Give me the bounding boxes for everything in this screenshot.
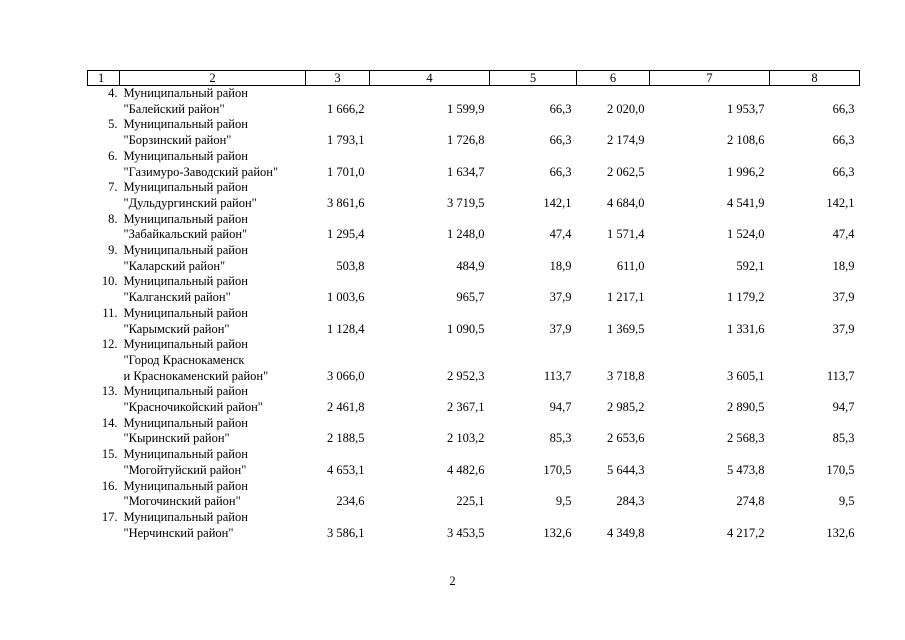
value-col-4: 3 719,5 [447,195,485,210]
value-col-7: 2 890,5 [727,400,765,415]
district-name: Муниципальный район "Кыринский район" [123,415,248,446]
table-row [88,510,860,541]
district-name: Муниципальный район "Нерчинский район" [123,509,248,540]
row-number: 13. [101,384,118,399]
row-number: 4. [108,86,118,100]
row-number: 14. [101,415,118,430]
row-number: 8. [108,211,118,226]
column-header-5: 5 [490,71,577,86]
value-col-5: 85,3 [549,431,572,446]
value-col-7: 2 568,3 [727,431,765,446]
value-col-5: 66,3 [549,101,572,116]
value-col-4: 965,7 [456,290,485,305]
value-col-8: 94,7 [832,400,855,415]
district-name: Муниципальный район "Город Краснокаменск и Краснокаменский район" [123,337,269,383]
value-col-5: 47,4 [549,227,572,242]
table-row [88,384,860,415]
column-header-2: 2 [120,71,306,86]
value-col-6: 2 174,9 [607,133,645,148]
district-name: Муниципальный район "Каларский район" [123,243,248,273]
value-col-7: 3 605,1 [727,368,765,383]
value-col-3: 3 861,6 [327,195,365,210]
value-col-8: 18,9 [832,258,855,273]
value-col-3: 1 003,6 [327,290,365,305]
table-header [88,71,860,86]
value-col-5: 142,1 [543,195,572,210]
table-row [88,212,860,243]
row-number: 17. [101,509,118,524]
value-col-4: 225,1 [456,494,485,509]
value-col-7: 5 473,8 [727,462,765,477]
value-col-8: 142,1 [826,195,855,210]
value-col-5: 9,5 [555,494,572,509]
district-name: Муниципальный район "Могочинский район" [123,478,248,509]
value-col-4: 2 103,2 [447,431,485,446]
value-col-5: 18,9 [549,258,572,273]
value-col-3: 3 066,0 [327,368,365,383]
data-table [87,70,860,541]
value-col-3: 503,8 [336,258,365,273]
value-col-4: 484,9 [456,258,485,273]
value-col-3: 1 128,4 [327,321,365,336]
value-col-8: 66,3 [832,164,855,179]
value-col-6: 3 718,8 [607,368,645,383]
value-col-6: 2 020,0 [607,101,645,116]
page-number: 2 [449,574,456,588]
table-row [88,274,860,305]
value-col-4: 2 952,3 [447,368,485,383]
value-col-8: 9,5 [838,494,855,509]
district-name: Муниципальный район "Красночикойский район" [123,384,263,415]
value-col-3: 2 188,5 [327,431,365,446]
value-col-8: 66,3 [832,133,855,148]
value-col-7: 1 331,6 [727,321,765,336]
value-col-6: 2 985,2 [607,400,645,415]
row-number: 15. [101,447,118,462]
table-row [88,337,860,384]
value-col-4: 1 090,5 [447,321,485,336]
district-name: Муниципальный район "Калганский район" [123,274,248,305]
value-col-4: 4 482,6 [447,462,485,477]
value-col-4: 1 599,9 [447,101,485,116]
row-number: 12. [101,337,118,352]
table-row [88,243,860,274]
row-number: 10. [101,274,118,289]
table-row [88,416,860,447]
value-col-6: 284,3 [616,494,645,509]
value-col-6: 611,0 [616,258,645,273]
district-name: Муниципальный район "Карымский район" [123,305,248,336]
value-col-8: 170,5 [826,462,855,477]
row-number: 7. [108,180,118,195]
value-col-7: 1 524,0 [727,227,765,242]
value-col-3: 3 586,1 [327,525,365,540]
value-col-7: 1 996,2 [727,164,765,179]
table-row [88,447,860,478]
header-row [88,71,860,86]
value-col-8: 37,9 [832,321,855,336]
value-col-6: 1 217,1 [607,290,645,305]
value-col-5: 113,7 [543,368,572,383]
value-col-8: 66,3 [832,101,855,116]
table-row [88,117,860,148]
column-header-6: 6 [577,71,650,86]
value-col-7: 2 108,6 [727,133,765,148]
value-col-8: 85,3 [832,431,855,446]
district-name: Муниципальный район "Газимуро-Заводский район" [123,148,279,179]
column-header-8: 8 [770,71,860,86]
value-col-5: 37,9 [549,321,572,336]
column-header-1: 1 [88,71,120,86]
table-body [88,86,860,542]
row-number: 9. [108,243,118,258]
value-col-4: 1 726,8 [447,133,485,148]
value-col-6: 5 644,3 [607,462,645,477]
value-col-7: 1 953,7 [727,101,765,116]
value-col-7: 4 217,2 [727,525,765,540]
column-header-7: 7 [650,71,770,86]
value-col-3: 1 295,4 [327,227,365,242]
column-header-4: 4 [370,71,490,86]
table-row [88,86,860,118]
district-name: Муниципальный район "Борзинский район" [123,117,248,148]
value-col-4: 3 453,5 [447,525,485,540]
table-row [88,479,860,510]
value-col-6: 4 684,0 [607,195,645,210]
value-col-8: 132,6 [826,525,855,540]
value-col-3: 1 793,1 [327,133,365,148]
value-col-7: 274,8 [736,494,765,509]
value-col-7: 1 179,2 [727,290,765,305]
column-header-3: 3 [306,71,370,86]
row-number: 5. [108,117,118,132]
value-col-6: 2 062,5 [607,164,645,179]
value-col-5: 37,9 [549,290,572,305]
value-col-8: 37,9 [832,290,855,305]
value-col-8: 113,7 [826,368,855,383]
value-col-4: 1 248,0 [447,227,485,242]
district-name: Муниципальный район "Балейский район" [123,86,248,116]
value-col-5: 132,6 [543,525,572,540]
value-col-6: 1 571,4 [607,227,645,242]
district-name: Муниципальный район "Забайкальский район" [123,211,248,242]
value-col-5: 94,7 [549,400,572,415]
table-row [88,306,860,337]
value-col-3: 4 653,1 [327,462,365,477]
value-col-6: 4 349,8 [607,525,645,540]
value-col-5: 66,3 [549,164,572,179]
value-col-3: 1 701,0 [327,164,365,179]
value-col-3: 2 461,8 [327,400,365,415]
value-col-4: 1 634,7 [447,164,485,179]
value-col-3: 234,6 [336,494,365,509]
district-name: Муниципальный район "Дульдургинский район" [123,180,257,210]
table-row [88,180,860,211]
row-number: 11. [102,305,118,320]
value-col-5: 66,3 [549,133,572,148]
value-col-5: 170,5 [543,462,572,477]
district-name: Муниципальный район "Могойтуйский район" [123,447,248,477]
value-col-7: 4 541,9 [727,195,765,210]
value-col-3: 1 666,2 [327,101,365,116]
value-col-6: 1 369,5 [607,321,645,336]
value-col-4: 2 367,1 [447,400,485,415]
table-row [88,149,860,180]
row-number: 6. [108,148,118,163]
row-number: 16. [101,478,118,493]
value-col-6: 2 653,6 [607,431,645,446]
value-col-8: 47,4 [832,227,855,242]
value-col-7: 592,1 [736,258,765,273]
